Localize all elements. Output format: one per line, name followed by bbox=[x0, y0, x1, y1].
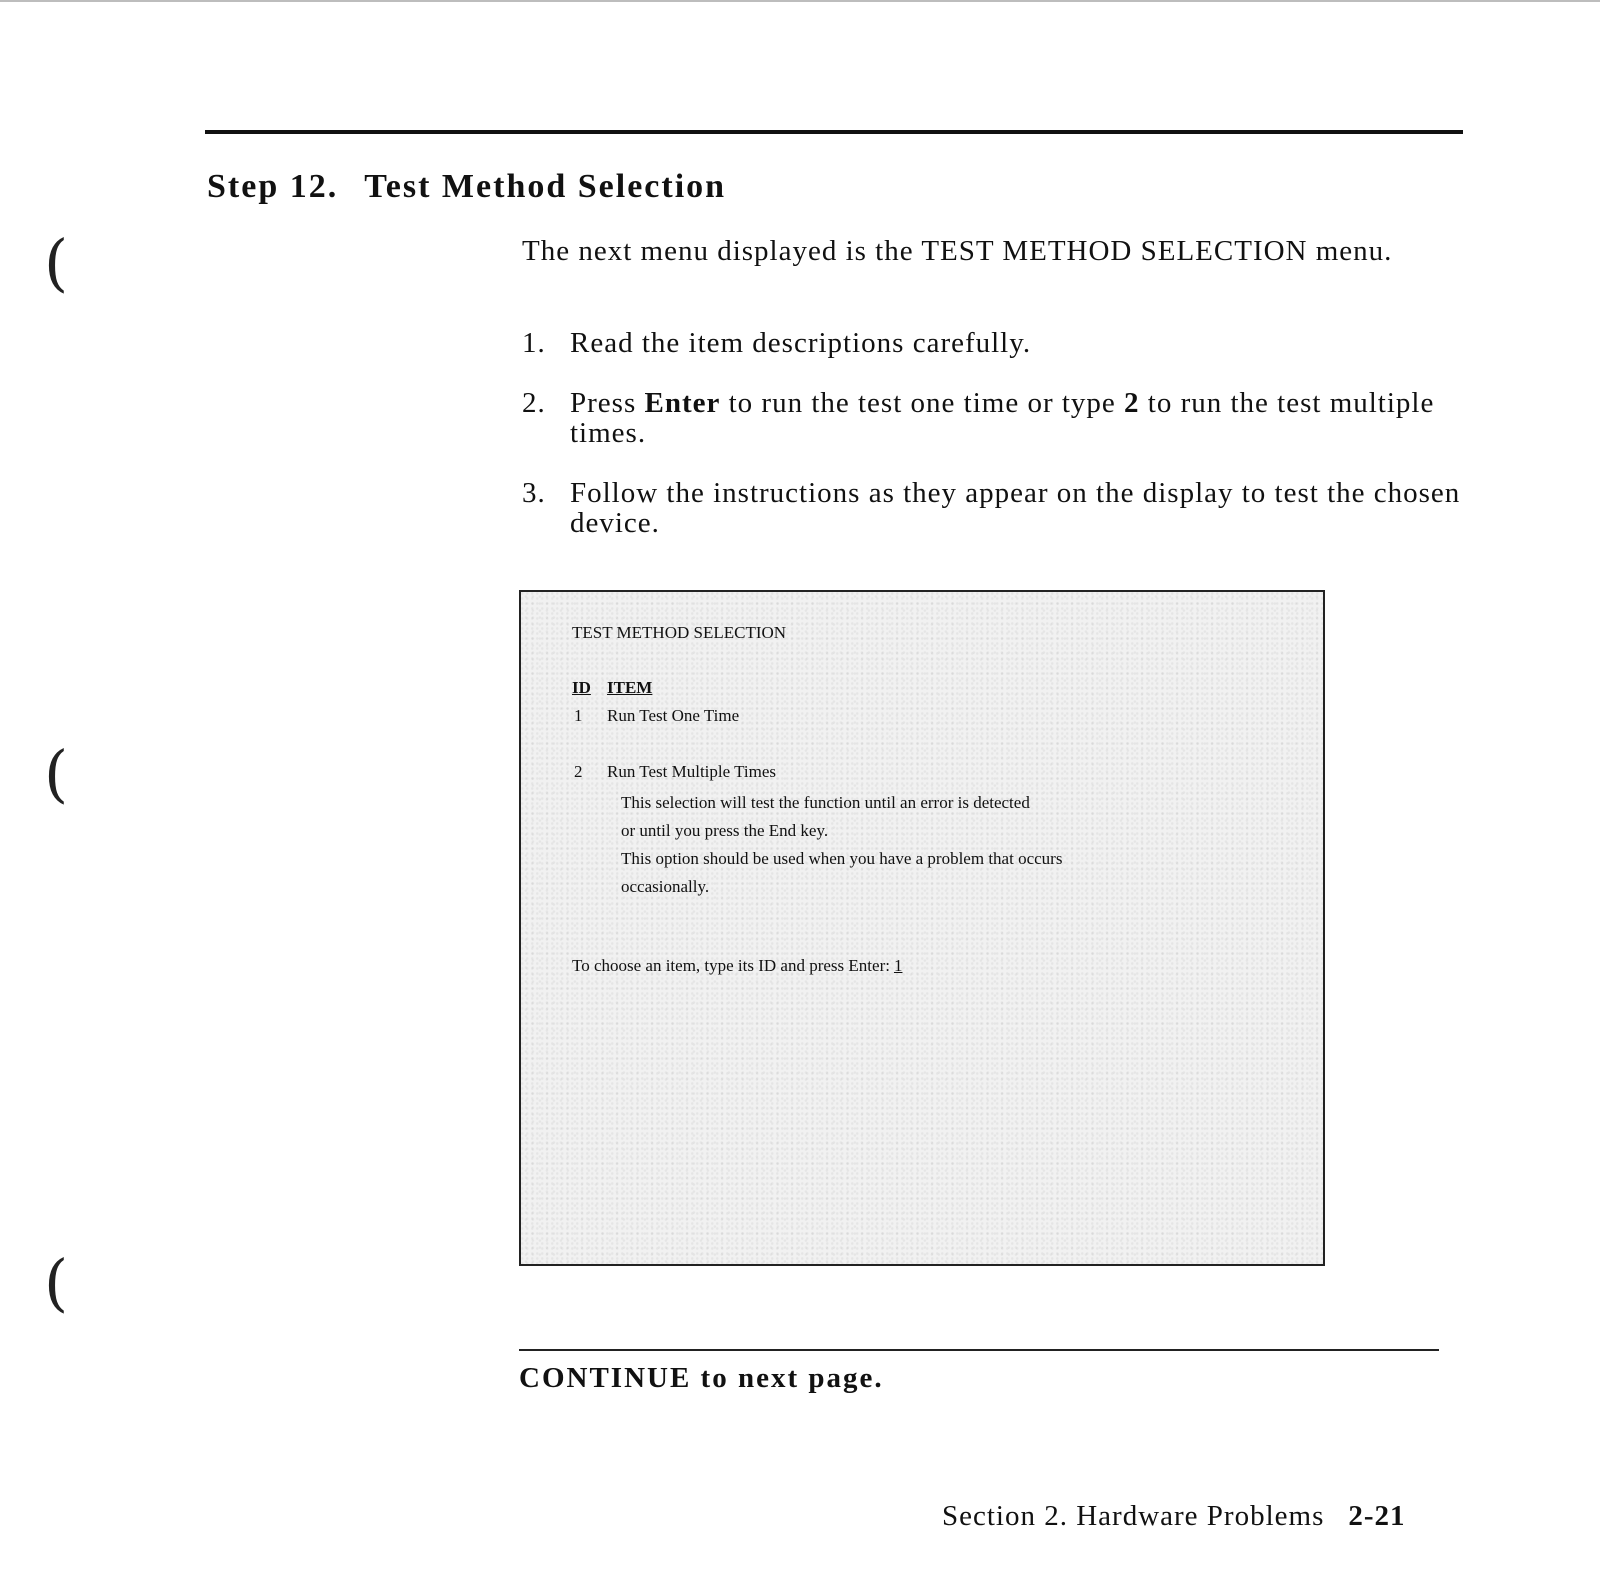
description-line: occasionally. bbox=[621, 877, 710, 896]
heading-title: Test Method Selection bbox=[364, 168, 727, 205]
margin-mark: ( bbox=[44, 1246, 69, 1319]
top-rule bbox=[205, 130, 1463, 134]
option-number: 2 bbox=[1124, 387, 1140, 419]
list-item-number: 3. bbox=[522, 477, 546, 509]
list-item-text: Read the item descriptions carefully. bbox=[570, 327, 1032, 359]
column-header-id: ID bbox=[572, 678, 591, 697]
screen-title: TEST METHOD SELECTION bbox=[572, 623, 787, 642]
margin-mark: ( bbox=[44, 737, 69, 810]
margin-mark: ( bbox=[44, 226, 69, 299]
continue-notice: CONTINUE to next page. bbox=[519, 1362, 884, 1394]
intro-paragraph: The next menu displayed is the TEST METHOD SELECTION menu. bbox=[522, 235, 1393, 267]
list-item bbox=[522, 328, 1482, 358]
list-item bbox=[522, 388, 1482, 448]
enter-key-label: Enter bbox=[644, 387, 721, 419]
bottom-rule bbox=[519, 1349, 1439, 1351]
menu-item-id: 2 bbox=[574, 762, 583, 781]
heading-step-number: Step 12. bbox=[207, 168, 339, 205]
column-header-item: ITEM bbox=[607, 678, 653, 697]
top-page-edge bbox=[0, 0, 1600, 2]
menu-item-description bbox=[621, 789, 1261, 901]
instruction-list bbox=[522, 328, 1482, 568]
page-heading bbox=[207, 168, 726, 206]
text-run: to run the test multiple times. bbox=[570, 387, 1435, 449]
menu-screen-figure bbox=[519, 590, 1325, 1266]
prompt-text: To choose an item, type its ID and press Enter: bbox=[572, 956, 890, 975]
footer-section: Section 2. Hardware Problems bbox=[942, 1500, 1325, 1532]
description-line: This option should be used when you have a problem that occurs bbox=[621, 849, 1063, 868]
selection-prompt bbox=[572, 955, 902, 977]
prompt-input-value: 1 bbox=[893, 956, 903, 975]
text-run: Press bbox=[570, 387, 645, 419]
list-item-number: 1. bbox=[522, 327, 546, 359]
page-number: 2-21 bbox=[1348, 1500, 1406, 1532]
list-item-text: Follow the instructions as they appear on the display to test the chosen device. bbox=[570, 477, 1461, 539]
menu-item-id: 1 bbox=[574, 706, 583, 725]
menu-item-label: Run Test One Time bbox=[607, 706, 740, 725]
text-run: to run the test one time or type bbox=[720, 387, 1125, 419]
description-line: or until you press the End key. bbox=[621, 821, 829, 840]
list-item bbox=[522, 478, 1482, 538]
list-item-text bbox=[570, 387, 1434, 449]
menu-item-label: Run Test Multiple Times bbox=[607, 762, 777, 781]
page-footer bbox=[942, 1500, 1406, 1533]
description-line: This selection will test the function until an error is detected bbox=[621, 793, 1030, 812]
list-item-number: 2. bbox=[522, 387, 546, 419]
